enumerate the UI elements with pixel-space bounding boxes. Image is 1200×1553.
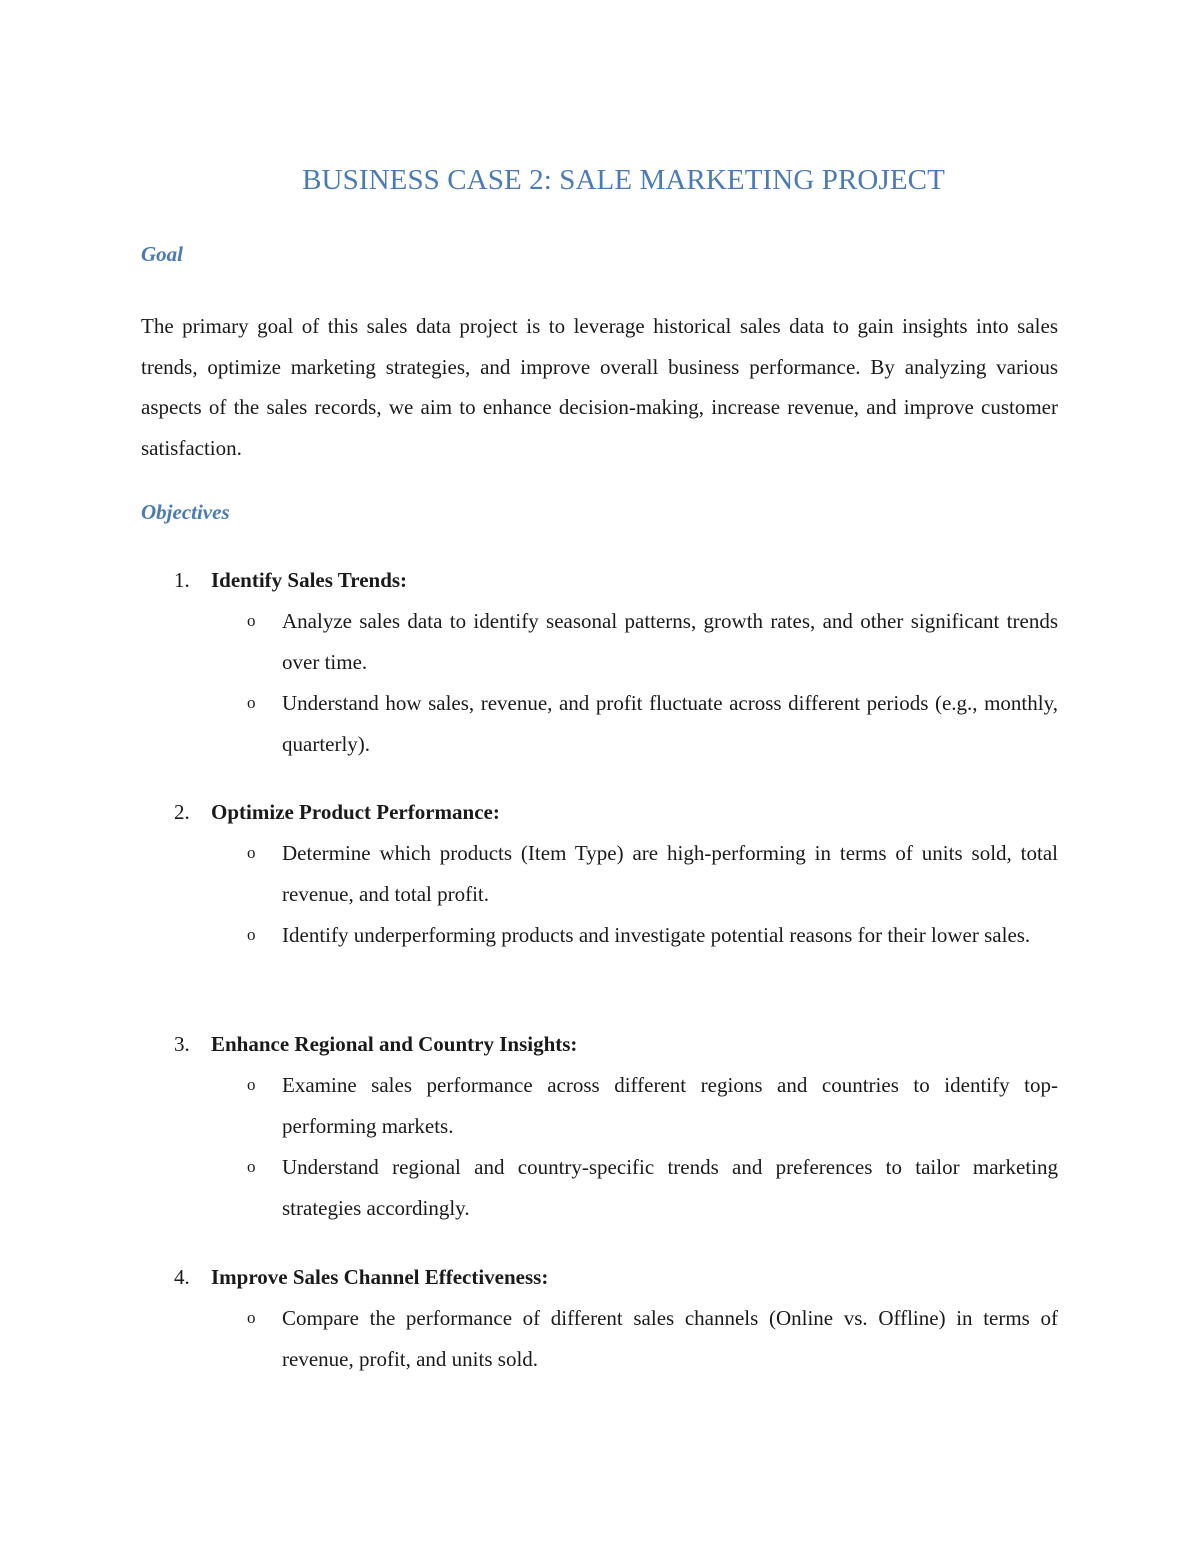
objective-points	[0, 833, 1200, 956]
bullet-icon: o	[247, 925, 256, 944]
bullet-icon: o	[247, 1157, 256, 1176]
objective-point-text: Understand how sales, revenue, and profit fluctuate across different periods (e.g., monthly, quarterly).	[282, 691, 1058, 756]
objective-title	[174, 565, 407, 595]
bullet-icon: o	[247, 693, 256, 712]
objective-point	[0, 915, 1200, 956]
objective-title	[174, 1262, 548, 1292]
objective-label: Identify Sales Trends:	[211, 568, 408, 592]
objective-number: 1.	[174, 568, 190, 592]
objective-point	[0, 1147, 1200, 1229]
goal-paragraph: The primary goal of this sales data project is to leverage historical sales data to gain insights into sales trends, optimize marketing strategies, and improve overall business performance. By analyzing various aspects of the sales records, we aim to enhance decision-making, increase revenue, and improve customer satisfaction.	[141, 314, 1058, 460]
bullet-icon: o	[247, 611, 256, 630]
objective-point-text: Determine which products (Item Type) are high-performing in terms of units sold, total revenue, and total profit.	[282, 841, 1058, 906]
objective-label: Improve Sales Channel Effectiveness:	[211, 1265, 549, 1289]
objective-points	[0, 1298, 1200, 1380]
bullet-icon: o	[247, 1075, 256, 1094]
objectives-heading: Objectives	[141, 500, 230, 524]
objective-title	[174, 1029, 577, 1059]
objective-point	[0, 601, 1200, 683]
objective-point	[0, 833, 1200, 915]
objective-point	[0, 683, 1200, 765]
objective-point-text: Analyze sales data to identify seasonal patterns, growth rates, and other significant trends over time.	[282, 609, 1058, 674]
objective-number: 4.	[174, 1265, 190, 1289]
document-title: BUSINESS CASE 2: SALE MARKETING PROJECT	[302, 164, 945, 196]
goal-heading: Goal	[141, 242, 183, 266]
objective-title	[174, 797, 500, 827]
objective-point-text: Examine sales performance across different regions and countries to identify top-performing markets.	[282, 1073, 1058, 1138]
objective-number: 2.	[174, 800, 190, 824]
objective-label: Enhance Regional and Country Insights:	[211, 1032, 578, 1056]
objective-point-text: Compare the performance of different sales channels (Online vs. Offline) in terms of revenue, profit, and units sold.	[282, 1306, 1058, 1371]
objective-points	[0, 1065, 1200, 1229]
bullet-icon: o	[247, 1308, 256, 1327]
bullet-icon: o	[247, 843, 256, 862]
objective-point	[0, 1298, 1200, 1380]
objective-point	[0, 1065, 1200, 1147]
objective-point-text: Identify underperforming products and investigate potential reasons for their lower sales.	[282, 923, 1031, 947]
objective-number: 3.	[174, 1032, 190, 1056]
objective-points	[0, 601, 1200, 765]
objective-point-text: Understand regional and country-specific trends and preferences to tailor marketing strategies accordingly.	[282, 1155, 1058, 1220]
objective-label: Optimize Product Performance:	[211, 800, 500, 824]
